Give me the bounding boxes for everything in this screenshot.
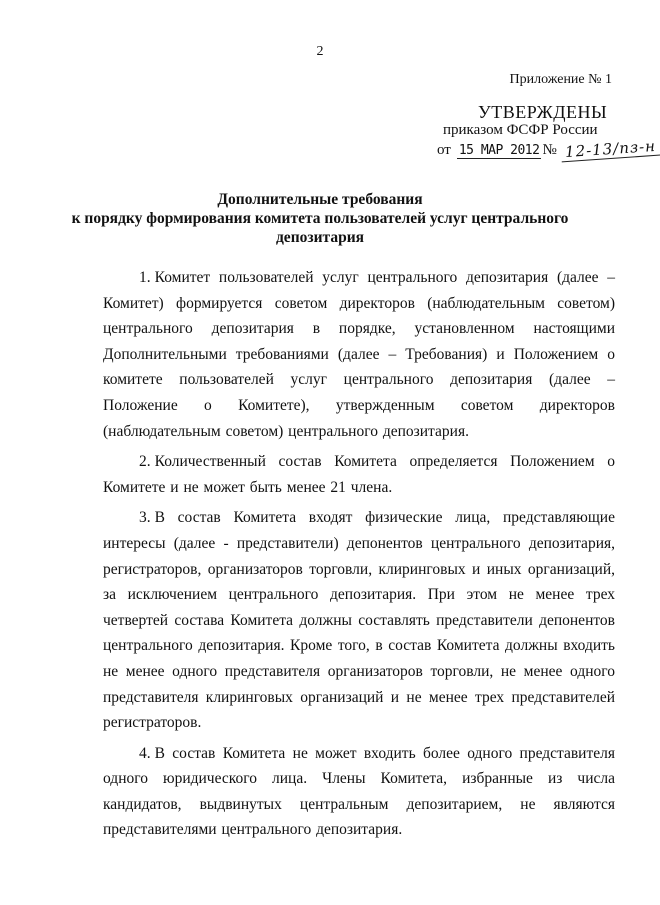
document-title (40, 190, 600, 247)
order-date-line (437, 136, 660, 162)
paragraph-4 (103, 741, 615, 843)
paragraph-3 (103, 505, 615, 735)
paragraph-text: Количественный состав Комитета определяется Положением о Комитете и не может быть менее 21 члена. (103, 453, 615, 496)
paragraph-text: В состав Комитета входят физические лица, представляющие интересы (далее - представители) депонентов центрального депозитария, регистраторов, организаторов торговли, клиринговых и иных организаций, за исключением центрального депозитария. При этом не менее трех четвертей состава Комитета должны составлять представители депонентов центрального депозитария. Кроме того, в состав Комитета должны входить не менее одного представителя организаторов торговли, не менее одного представителя клиринговых организаций и не менее трех представителей регистраторов. (103, 509, 615, 732)
document-body (103, 265, 615, 848)
appendix-label: Приложение № 1 (509, 72, 612, 87)
paragraph-text: Комитет пользователей услуг центрального депозитария (далее – Комитет) формируется советом директоров (наблюдательным советом) центрального депозитария в порядке, установленном настоящими Дополнительными требованиями (далее – Требования) и Положением о комитете пользователей услуг центрального депозитария (далее – Положение о Комитете), утвержденным советом директоров (наблюдательным советом) центрального депозитария. (103, 269, 615, 440)
date-stamp: 15 МАР 2012 (458, 143, 540, 158)
page-number: 2 (316, 44, 324, 59)
handwritten-order-number: 12-13/пз-н (560, 137, 660, 163)
paragraph-number: 1. (139, 269, 151, 286)
paragraph-2 (103, 449, 615, 500)
title-line-3: депозитария (275, 229, 365, 246)
approved-heading: УТВЕРЖДЕНЫ (478, 102, 608, 122)
number-sign: № (542, 142, 557, 158)
date-prefix: от (437, 142, 451, 158)
order-reference: приказом ФСФР России (443, 122, 598, 138)
paragraph-1 (103, 265, 615, 444)
paragraph-text: В состав Комитета не может входить более одного представителя одного юридического лица. Члены Комитета, избранные из числа кандидатов, выдвинутых центральным депозитарием, не являются представителями центрального депозитария. (103, 744, 615, 839)
paragraph-number: 3. (139, 509, 151, 527)
paragraph-number: 2. (139, 453, 151, 471)
title-line-1: Дополнительные требования (217, 191, 423, 208)
paragraph-number: 4. (139, 744, 151, 762)
title-line-2: к порядку формирования комитета пользователей услуг центрального (71, 210, 569, 227)
